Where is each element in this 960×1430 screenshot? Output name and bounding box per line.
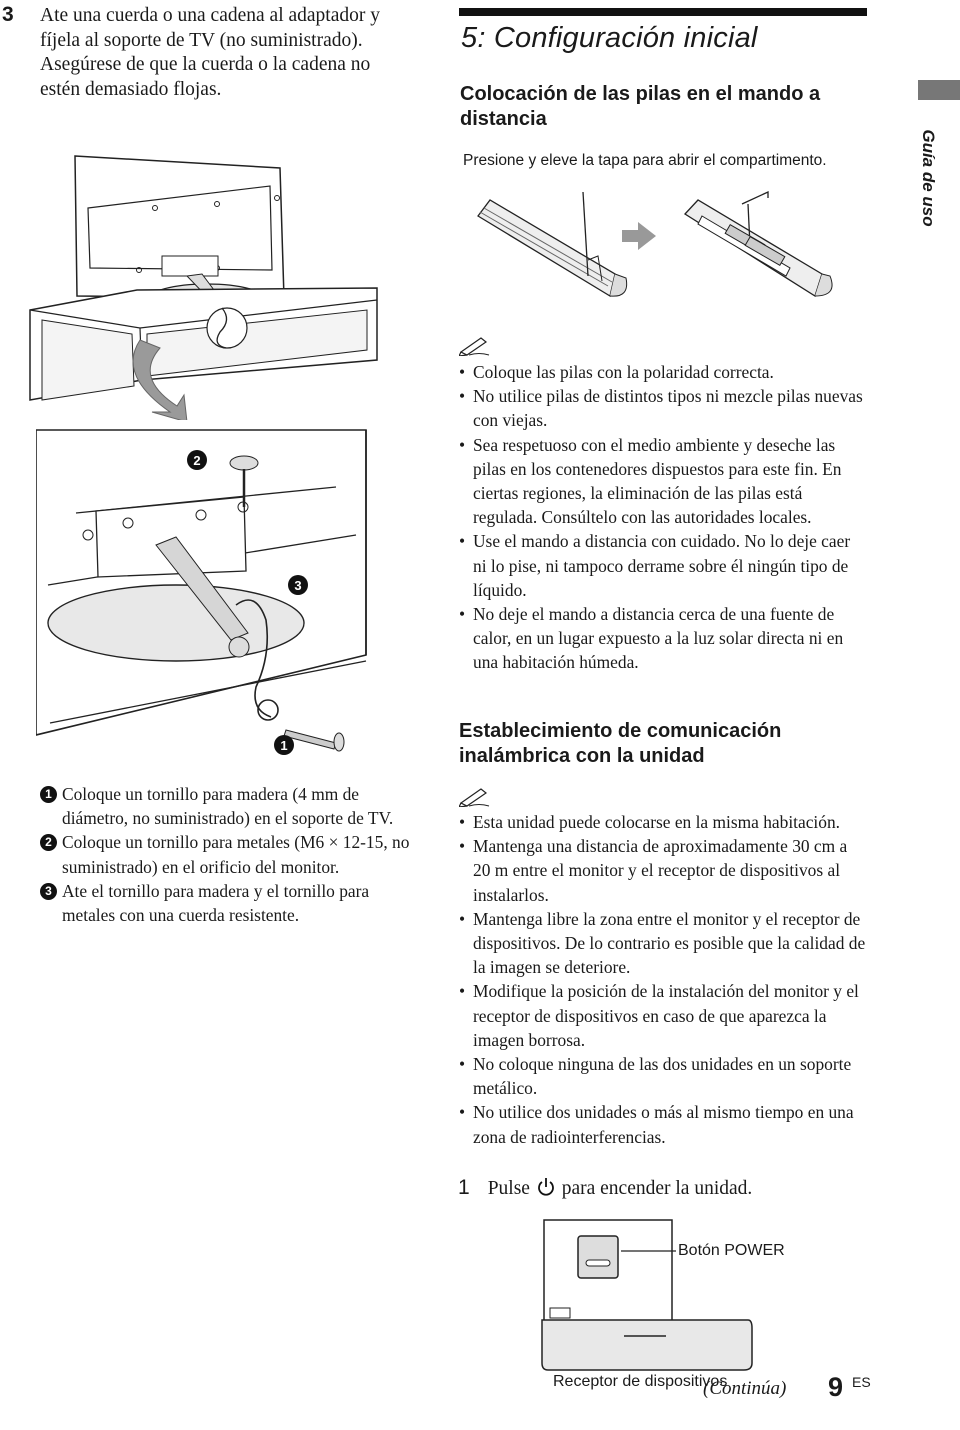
substep-number: 2 xyxy=(40,834,57,851)
step-1 xyxy=(458,1176,752,1200)
power-icon xyxy=(537,1177,555,1197)
wireless-notes-list xyxy=(457,810,867,1149)
substep-number: 3 xyxy=(40,883,57,900)
callout-3: 3 xyxy=(294,578,302,593)
substeps-list xyxy=(40,782,410,927)
substep-3 xyxy=(40,879,410,927)
note-item: • Mantenga una distancia de aproximadamente 30 cm a 20 m entre el monitor y el receptor de dispositivos al instalarlos. xyxy=(457,834,867,907)
note-item: • No coloque ninguna de las dos unidades en un soporte metálico. xyxy=(457,1052,867,1100)
receiver-label: Receptor de dispositivos xyxy=(553,1373,728,1390)
substep-2 xyxy=(40,830,410,878)
side-tab-bar xyxy=(918,80,960,100)
note-item: • Esta unidad puede colocarse en la misma habitación. xyxy=(457,810,867,834)
note-item: • No utilice dos unidades o más al mismo tiempo en una zona de radiointerferencias. xyxy=(457,1100,867,1148)
pencil-note-icon xyxy=(459,785,493,807)
note-item: • No deje el mando a distancia cerca de una fuente de calor, en un lugar expuesto a la luz solar directa ni en una habitación húmeda. xyxy=(457,602,867,675)
battery-instruction: Presione y eleve la tapa para abrir el compartimento. xyxy=(463,152,827,169)
side-tab-label: Guía de uso xyxy=(919,128,938,227)
note-item: • Mantenga libre la zona entre el monitor y el receptor de dispositivos. De lo contrario es posible que la calidad de la imagen se deteriore. xyxy=(457,907,867,980)
callout-1: 1 xyxy=(280,738,288,753)
tv-stand-detail-illustration xyxy=(36,425,436,755)
step-1-number: 1 xyxy=(458,1176,470,1199)
chapter-top-bar xyxy=(459,8,867,16)
callout-2: 2 xyxy=(193,453,201,468)
note-item: • Use el mando a distancia con cuidado. No lo deje caer ni lo pise, ni tampoco derrame sobre él ningún tipo de líquido. xyxy=(457,529,867,602)
step-1-text-after: para encender la unidad. xyxy=(561,1178,753,1199)
step-1-text-before: Pulse xyxy=(487,1178,530,1199)
continued-label: (Continúa) xyxy=(703,1378,787,1399)
substep-text: Ate el tornillo para madera y el tornillo para metales con una cuerda resistente. xyxy=(62,880,370,926)
side-tab xyxy=(908,115,948,240)
substep-text: Coloque un tornillo para metales (M6 × 12-15, no suministrado) en el orificio del monitor. xyxy=(62,832,410,877)
step-3-text: Ate una cuerda o una cadena al adaptador y fíjela al soporte de TV (no suministrado). Asegúrese de que la cuerda o la cadena no estén demasiado flojas. xyxy=(40,5,380,100)
tv-stand-illustration xyxy=(22,150,432,420)
battery-notes-list xyxy=(457,360,867,675)
chapter-title: 5: Configuración inicial xyxy=(461,22,758,54)
note-item: • Modifique la posición de la instalación del monitor y el receptor de dispositivos en caso de que aparezca la imagen borrosa. xyxy=(457,979,867,1052)
remote-battery-illustration xyxy=(470,186,870,316)
pencil-note-icon xyxy=(459,334,493,356)
battery-heading: Colocación de las pilas en el mando a distancia xyxy=(460,83,821,130)
step-number: 3 xyxy=(2,3,14,26)
note-item: • No utilice pilas de distintos tipos ni mezcle pilas nuevas con viejas. xyxy=(457,384,867,432)
page-number: 9 xyxy=(828,1372,844,1402)
substep-1 xyxy=(40,782,410,830)
note-item: • Sea respetuoso con el medio ambiente y deseche las pilas en los contenedores dispuestos para este fin. En ciertas regiones, la eliminación de las pilas está regulada. Consúltelo con las autoridades locales. xyxy=(457,433,867,530)
note-item: • Coloque las pilas con la polaridad correcta. xyxy=(457,360,867,384)
power-button-label: Botón POWER xyxy=(678,1242,785,1259)
arrow-right-icon xyxy=(622,222,656,250)
wireless-heading: Establecimiento de comunicación inalámbrica con la unidad xyxy=(459,720,782,767)
substep-text: Coloque un tornillo para madera (4 mm de diámetro, no suministrado) en el soporte de TV. xyxy=(62,784,394,829)
substep-number: 1 xyxy=(40,786,57,803)
page-suffix: ES xyxy=(852,1374,871,1390)
